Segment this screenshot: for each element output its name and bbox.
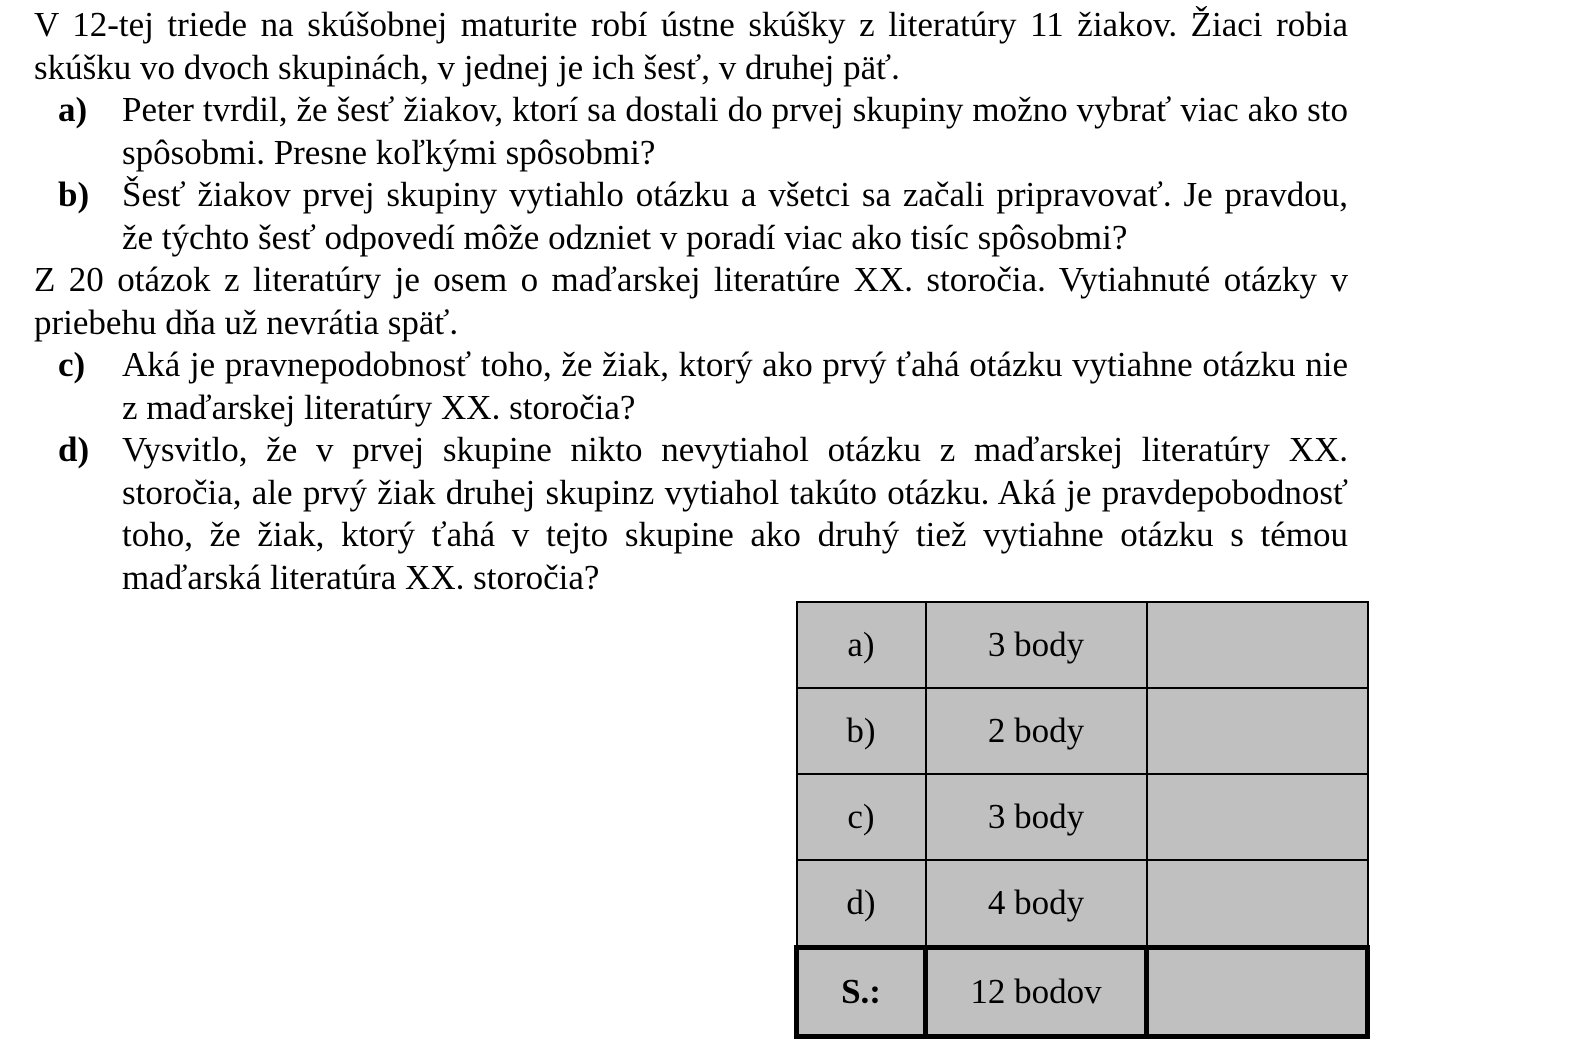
question-label: d) [58, 430, 90, 469]
part-cell: b) [797, 688, 926, 774]
question-text: Šesť žiakov prvej skupiny vytiahlo otázku a všetci sa začali pripravovať. Je pravdou, že týchto šesť odpovedí môže odzniet v poradí viac ako tisíc spôsobmi? [122, 175, 1348, 257]
question-text: Vysvitlo, že v prvej skupine nikto nevytiahol otázku z maďarskej literatúry XX. storočia, ale prvý žiak druhej skupinz vytiahol takúto otázku. Aká je pravdepobodnosť toho, že žiak, ktorý ťahá v tejto skupine ako druhý tiež vytiahne otázku s témou maďarská literatúra XX. storočia? [122, 430, 1348, 597]
earned-cell [1147, 860, 1368, 948]
part-cell: c) [797, 774, 926, 860]
problem-document [34, 4, 1348, 599]
earned-cell [1147, 602, 1368, 688]
total-earned-cell [1147, 948, 1368, 1037]
points-cell: 4 body [926, 860, 1147, 948]
score-row-total [797, 948, 1368, 1037]
question-c [34, 344, 1348, 429]
intro-paragraph: V 12-tej triede na skúšobnej maturite robí ústne skúšky z literatúry 11 žiakov. Žiaci robia skúšku vo dvoch skupinách, v jednej je ich šesť, v druhej päť. [34, 5, 1348, 87]
part-cell: d) [797, 860, 926, 948]
part-cell: a) [797, 602, 926, 688]
question-text: Peter tvrdil, že šesť žiakov, ktorí sa dostali do prvej skupiny možno vybrať viac ako sto spôsobmi. Presne koľkými spôsobmi? [122, 90, 1348, 172]
earned-cell [1147, 774, 1368, 860]
question-b [34, 174, 1348, 259]
score-row-a [797, 602, 1368, 688]
question-label: b) [58, 175, 90, 214]
total-label-cell: S.: [797, 948, 926, 1037]
score-row-d [797, 860, 1368, 948]
question-a [34, 89, 1348, 174]
middle-paragraph: Z 20 otázok z literatúry je osem o maďarskej literatúre XX. storočia. Vytiahnuté otázky v priebehu dňa už nevrátia späť. [34, 260, 1348, 342]
points-cell: 3 body [926, 602, 1147, 688]
question-label: c) [58, 345, 86, 384]
total-points-cell: 12 bodov [926, 948, 1147, 1037]
score-row-c [797, 774, 1368, 860]
question-d [34, 429, 1348, 599]
score-table [794, 601, 1370, 1039]
points-cell: 2 body [926, 688, 1147, 774]
points-cell: 3 body [926, 774, 1147, 860]
question-label: a) [58, 90, 88, 129]
question-text: Aká je pravnepodobnosť toho, že žiak, ktorý ako prvý ťahá otázku vytiahne otázku nie z maďarskej literatúry XX. storočia? [122, 345, 1348, 427]
earned-cell [1147, 688, 1368, 774]
score-row-b [797, 688, 1368, 774]
